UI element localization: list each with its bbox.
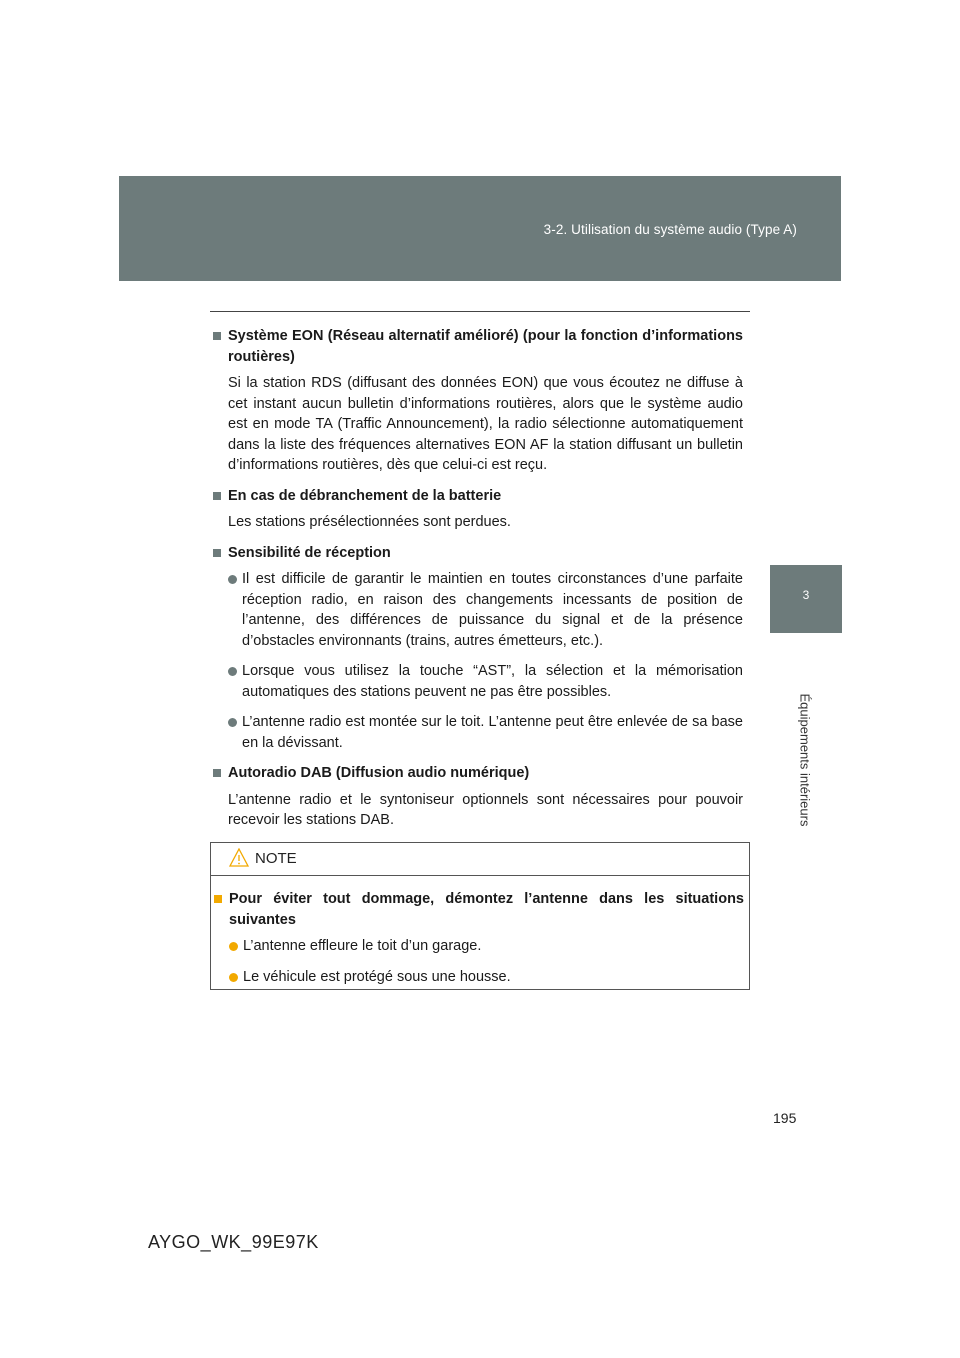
main-content xyxy=(213,326,743,841)
section-title: 3-2. Utilisation du système audio (Type A) xyxy=(543,222,797,237)
section-reception xyxy=(213,543,743,754)
section-paragraph: Si la station RDS (diffusant des données EON) que vous écoutez ne diffuse à cet instant aucun bulletin d’informations routières, alors que le système audio est en mode TA (Traffic Announcement), la radio sélectionne automatiquement dans la liste des fréquences alternatives EON AF la station diffusant un bulletin d’informations routières, dès que celui-ci est reçu. xyxy=(228,375,743,473)
note-content xyxy=(214,889,744,987)
chapter-label: Équipements intérieurs xyxy=(797,693,813,827)
note-box xyxy=(210,842,750,990)
page-number: 195 xyxy=(773,1110,797,1126)
section-battery xyxy=(213,486,743,533)
square-bullet-icon xyxy=(213,492,221,500)
list-item: Lorsque vous utilisez la touche “AST”, la sélection et la mémorisation automatiques des stations peuvent ne pas être possibles. xyxy=(228,661,743,702)
square-bullet-icon xyxy=(214,895,222,903)
section-heading: Autoradio DAB (Diffusion audio numérique) xyxy=(213,763,743,784)
section-eon xyxy=(213,326,743,476)
square-bullet-icon xyxy=(213,332,221,340)
round-bullet-icon xyxy=(228,718,237,727)
section-heading: En cas de débranchement de la batterie xyxy=(213,486,743,507)
section-heading: Système EON (Réseau alternatif amélioré) (pour la fonction d’informations routières) xyxy=(213,326,743,367)
note-header xyxy=(211,843,749,876)
chapter-tab xyxy=(770,565,842,633)
list-item: Le véhicule est protégé sous une housse. xyxy=(229,967,744,988)
section-paragraph: Les stations présélectionnées sont perdues. xyxy=(228,514,511,530)
section-paragraph: L’antenne radio et le syntoniseur optionnels sont nécessaires pour pouvoir recevoir les stations DAB. xyxy=(228,791,743,828)
square-bullet-icon xyxy=(213,769,221,777)
note-label: NOTE xyxy=(255,850,297,867)
header-band xyxy=(119,176,841,281)
note-heading: Pour éviter tout dommage, démontez l’antenne dans les situations suivantes xyxy=(214,889,744,930)
section-dab xyxy=(213,763,743,831)
round-bullet-icon xyxy=(229,973,238,982)
round-bullet-icon xyxy=(228,575,237,584)
document-code: AYGO_WK_99E97K xyxy=(148,1232,319,1252)
top-rule xyxy=(210,311,750,312)
round-bullet-icon xyxy=(229,942,238,951)
list-item: L’antenne radio est montée sur le toit. L’antenne peut être enlevée de sa base en la dévissant. xyxy=(228,712,743,753)
round-bullet-icon xyxy=(228,667,237,676)
warning-triangle-icon xyxy=(229,848,249,867)
chapter-number: 3 xyxy=(802,588,810,602)
section-heading: Sensibilité de réception xyxy=(213,543,743,564)
list-item: L’antenne effleure le toit d’un garage. xyxy=(229,936,744,957)
square-bullet-icon xyxy=(213,549,221,557)
list-item: Il est difficile de garantir le maintien en toutes circonstances d’une parfaite réception radio, en raison des changements incessants de position de l’antenne, des différences de puissance du signal et de la présence d’obstacles environnants (trains, autres émetteurs, etc.). xyxy=(228,569,743,651)
